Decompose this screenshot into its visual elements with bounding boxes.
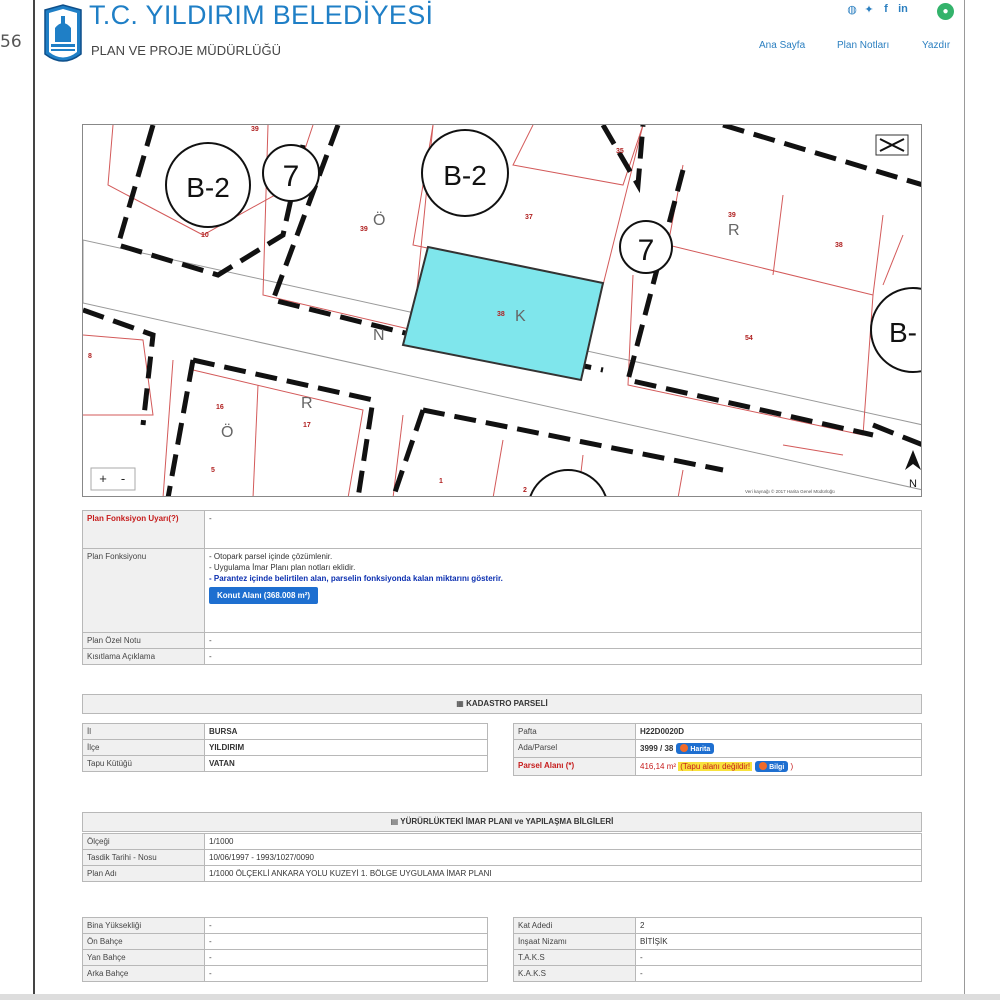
plan-function-line: - Uygulama İmar Planı plan notları eklidir. — [209, 563, 356, 572]
block-parcel-label: Ada/Parsel — [518, 743, 558, 752]
zone-label-b2-a: B-2 — [186, 172, 230, 203]
building-left-table — [82, 917, 488, 982]
table-row: Tasdik Tarihi - Nosu 10/06/1997 - 1993/1027/0090 — [83, 850, 922, 866]
parcel-number: 5 — [211, 467, 215, 474]
site-subtitle: PLAN VE PROJE MÜDÜRLÜĞÜ — [91, 43, 281, 58]
parcel-number: 39 — [360, 226, 368, 233]
municipality-logo[interactable] — [41, 4, 85, 68]
nav-print[interactable]: Yazdır — [922, 40, 951, 51]
special-note-label: Plan Özel Notu — [87, 636, 141, 645]
road-letter-r1: R — [728, 222, 740, 239]
table-row: K.A.K.S - — [514, 966, 922, 982]
zoning-table — [82, 833, 922, 882]
info-icon — [759, 762, 767, 770]
table-row: Ölçeği 1/1000 — [83, 834, 922, 850]
table-row: Kat Adedi 2 — [514, 918, 922, 934]
nav-plan-notes[interactable]: Plan Notları — [837, 40, 890, 51]
zone-label-b2-b: B-2 — [443, 160, 487, 191]
cadastre-left-table — [82, 723, 488, 772]
title-deed-warning: (Tapu alanı değildir! — [680, 762, 751, 771]
cadastre-right-table — [513, 723, 922, 776]
cadastre-heading: ▦ KADASTRO PARSELİ — [82, 694, 922, 714]
parcel-area-label: Parsel Alanı (*) — [518, 761, 575, 770]
parcel-number: 37 — [525, 214, 533, 221]
district-value: YILDIRIM — [209, 743, 245, 752]
block-parcel-value: 3999 / 38 — [640, 744, 674, 753]
zoom-out-button[interactable]: - — [120, 471, 126, 486]
info-icon — [680, 744, 688, 752]
parcel-number: 35 — [616, 148, 624, 155]
page-frame — [33, 0, 965, 1000]
plan-function-note: - Parantez içinde belirtilen alan, parselin fonksiyonda kalan miktarını gösterir. — [209, 574, 503, 583]
twitter-icon[interactable]: ✦ — [864, 4, 874, 16]
province-label: İl — [87, 727, 91, 736]
restriction-value: - — [209, 652, 212, 661]
survey-marker-icon — [876, 135, 908, 155]
facebook-icon[interactable]: f — [884, 3, 888, 15]
map-attribution: Veri kaynağı © 2017 Harita Genel Müdürlüğü — [745, 489, 835, 494]
window-bottom-edge — [0, 994, 1000, 1000]
parcel-number: 2 — [523, 487, 527, 494]
table-row: Yan Bahçe - — [83, 950, 488, 966]
linkedin-icon[interactable]: in — [898, 3, 908, 15]
road-letter-o2: Ö — [221, 424, 234, 441]
site-title[interactable]: T.C. YILDIRIM BELEDİYESİ — [89, 0, 434, 30]
building-right-table — [513, 917, 922, 982]
road-letter-o: Ö — [373, 212, 386, 229]
map-button[interactable]: Harita — [676, 743, 714, 754]
parcel-number: 1 — [439, 478, 443, 485]
info-button[interactable]: Bilgi — [755, 761, 788, 772]
parcel-number: 39 — [251, 126, 259, 133]
province-value: BURSA — [209, 727, 238, 736]
grid-icon: ▦ — [456, 699, 464, 708]
special-note-value: - — [209, 636, 212, 645]
road-letter-n: N — [373, 327, 385, 344]
table-row: Bina Yüksekliği - — [83, 918, 488, 934]
housing-area-button[interactable]: Konut Alanı (368.008 m²) — [209, 587, 318, 604]
floor-label-a: 7 — [282, 160, 300, 193]
restriction-label: Kısıtlama Açıklama — [87, 652, 156, 661]
registry-label: Tapu Kütüğü — [87, 759, 132, 768]
parcel-number: 10 — [201, 232, 209, 239]
nav-home[interactable]: Ana Sayfa — [759, 40, 806, 51]
district-label: İlçe — [87, 743, 100, 752]
floor-label-b: 7 — [637, 234, 655, 267]
closing-paren: ) — [790, 762, 794, 771]
parcel-number: 16 — [216, 404, 224, 411]
table-row: T.A.K.S - — [514, 950, 922, 966]
road-letter-k: K — [515, 308, 526, 325]
svg-text:N: N — [909, 478, 917, 490]
parcel-number: 54 — [745, 335, 753, 342]
document-icon: ▤ — [390, 817, 399, 826]
zoom-in-button[interactable]: + — [99, 471, 107, 486]
plan-function-table — [82, 510, 922, 665]
social-links — [847, 3, 908, 16]
parcel-number: 38 — [497, 311, 505, 318]
plan-warning-value: - — [209, 514, 212, 523]
zone-label-b2-c: B- — [889, 317, 917, 348]
plan-function-line: - Otopark parsel içinde çözümlenir. — [209, 552, 333, 561]
zoning-heading: ▤ YÜRÜRLÜKTEKİ İMAR PLANI ve YAPILAŞMA BİLGİLERİ — [82, 812, 922, 832]
table-row: İnşaat Nizamı BİTİŞİK — [514, 934, 922, 950]
sheet-label: Pafta — [518, 727, 537, 736]
plan-warning-label: Plan Fonksiyon Uyarı(?) — [87, 514, 179, 523]
parcel-number: 17 — [303, 422, 311, 429]
parcel-number: 38 — [835, 242, 843, 249]
parcel-area-value: 416,14 m² — [640, 762, 677, 771]
user-icon[interactable]: ● — [937, 3, 954, 20]
plan-function-label: Plan Fonksiyonu — [87, 552, 147, 561]
table-row: Plan Adı 1/1000 ÖLÇEKLİ ANKARA YOLU KUZEYİ 1. BÖLGE UYGULAMA İMAR PLANI — [83, 866, 922, 882]
registry-value: VATAN — [209, 759, 235, 768]
parcel-number: 8 — [88, 353, 92, 360]
side-page-number: 56 — [0, 32, 22, 52]
header — [35, 0, 964, 78]
table-row: Arka Bahçe - — [83, 966, 488, 982]
sheet-value: H22D0020D — [640, 727, 685, 736]
globe-icon[interactable]: ◍ — [847, 4, 857, 16]
parcel-number: 39 — [728, 212, 736, 219]
road-letter-r2: R — [301, 395, 313, 412]
parcel-map[interactable] — [82, 124, 922, 497]
table-row: Ön Bahçe - — [83, 934, 488, 950]
